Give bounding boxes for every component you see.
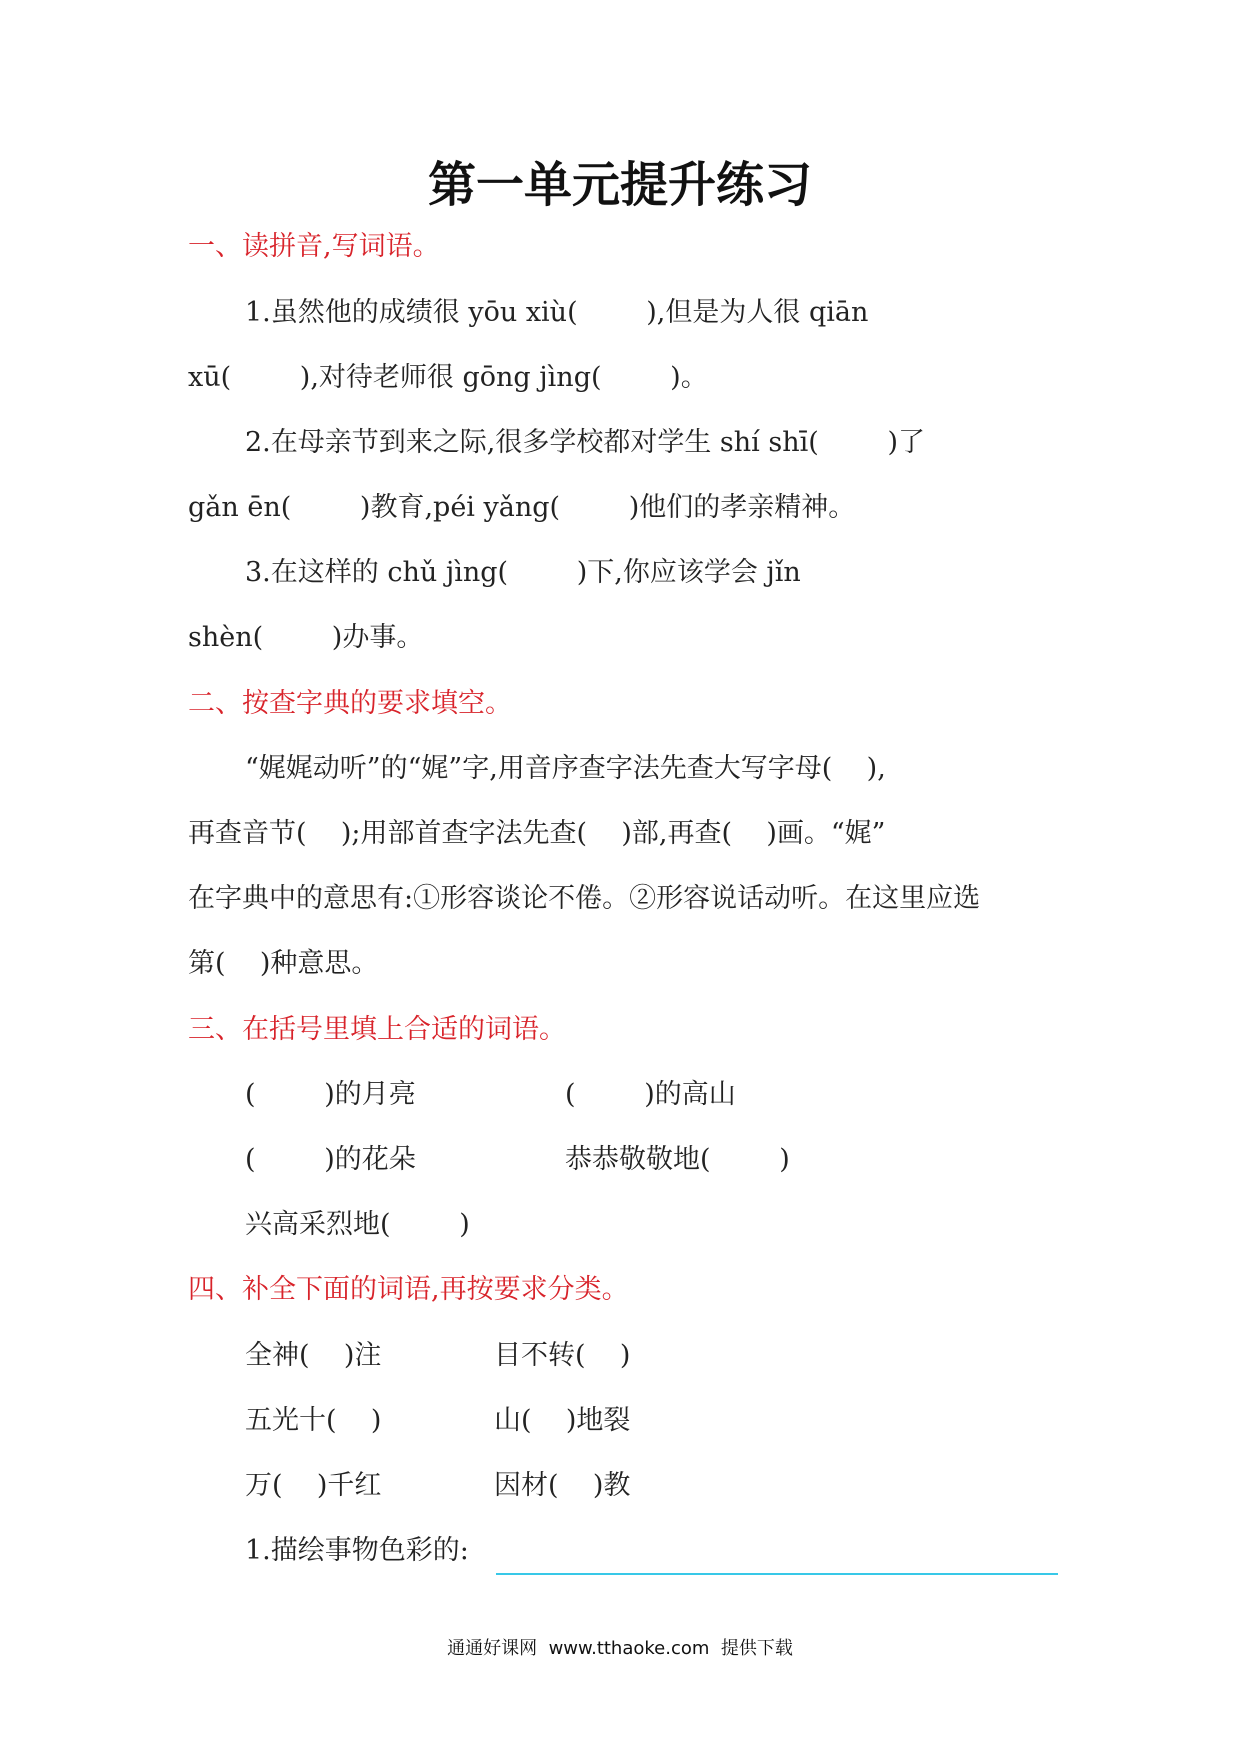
question-1-line-2: xū( ),对待老师很 gōng jìng( )。 <box>188 362 708 393</box>
footer-source: 通通好课网 www.tthaoke.com 提供下载 <box>447 1638 793 1659</box>
fill-item-flower: ( )的花朵 <box>245 1144 416 1175</box>
color-category-label: 1.描绘事物色彩的: <box>245 1535 469 1566</box>
question-3-line-2: shèn( )办事。 <box>188 622 424 653</box>
idiom-item: 因材( )教 <box>494 1470 631 1501</box>
idiom-item: 万( )千红 <box>245 1470 382 1501</box>
fill-item-joyfully: 兴高采烈地( ) <box>245 1209 470 1240</box>
section-1-heading: 一、读拼音,写词语。 <box>188 231 440 262</box>
fill-item-mountain: ( )的高山 <box>565 1079 736 1110</box>
idiom-item: 山( )地裂 <box>494 1405 631 1436</box>
question-2-line-2: gǎn ēn( )教育,péi yǎng( )他们的孝亲精神。 <box>188 492 856 523</box>
section-3-heading: 三、在括号里填上合适的词语。 <box>188 1014 566 1045</box>
idiom-item: 五光十( ) <box>245 1405 382 1436</box>
idiom-item: 全神( )注 <box>245 1340 382 1371</box>
fill-item-respectfully: 恭恭敬敬地( ) <box>565 1144 790 1175</box>
dictionary-line-1: “娓娓动听”的“娓”字,用音序查字法先查大写字母( ), <box>245 753 886 784</box>
idiom-item: 目不转( ) <box>494 1340 631 1371</box>
dictionary-line-3: 在字典中的意思有:①形容谈论不倦。②形容说话动听。在这里应选 <box>188 883 981 914</box>
color-category-answer-line[interactable] <box>496 1573 1058 1575</box>
fill-item-moon: ( )的月亮 <box>245 1079 416 1110</box>
dictionary-line-4: 第( )种意思。 <box>188 948 379 979</box>
dictionary-line-2: 再查音节( );用部首查字法先查( )部,再查( )画。“娓” <box>188 818 886 849</box>
section-4-heading: 四、补全下面的词语,再按要求分类。 <box>188 1274 629 1305</box>
page-title: 第一单元提升练习 <box>427 157 812 213</box>
section-2-heading: 二、按查字典的要求填空。 <box>188 688 512 719</box>
question-2-line-1: 2.在母亲节到来之际,很多学校都对学生 shí shī( )了 <box>245 427 925 458</box>
question-3-line-1: 3.在这样的 chǔ jìng( )下,你应该学会 jǐn <box>245 557 801 588</box>
question-1-line-1: 1.虽然他的成绩很 yōu xiù( ),但是为人很 qiān <box>245 297 869 328</box>
